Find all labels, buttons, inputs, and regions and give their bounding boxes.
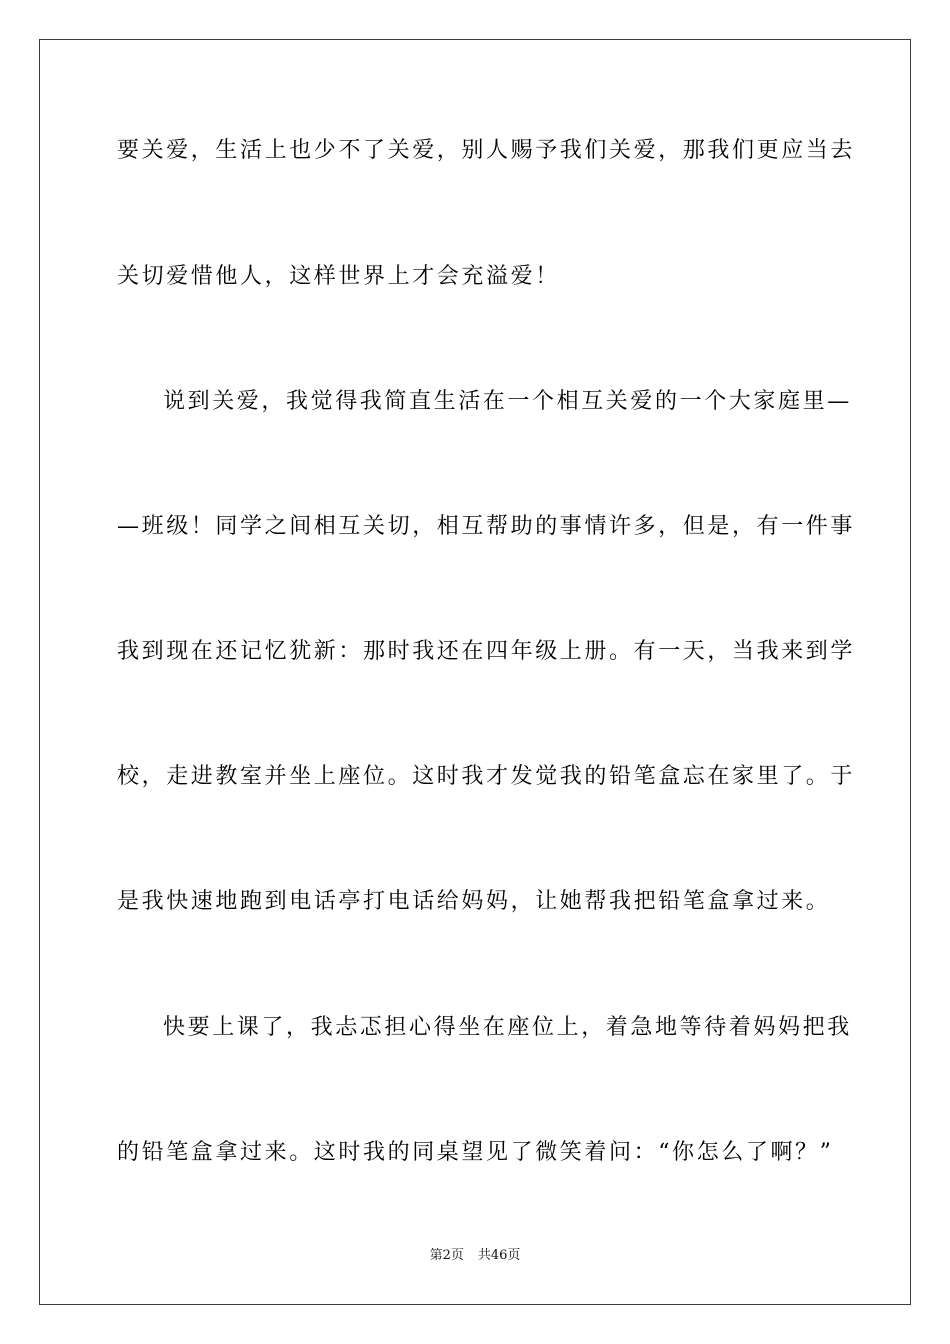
text-line: 是我快速地跑到电话亭打电话给妈妈，让她帮我把铅笔盒拿过来。 <box>117 889 831 914</box>
page-total: 共46页 <box>477 1248 521 1263</box>
page-number: 第2页 <box>429 1248 464 1263</box>
text-line: 要关爱，生活上也少不了关爱，别人赐予我们关爱，那我们更应当去 <box>117 138 856 163</box>
paragraph-start-line: 快要上课了，我忐忑担心得坐在座位上，着急地等待着妈妈把我 <box>163 1015 852 1040</box>
page-footer <box>0 1247 950 1265</box>
text-line: 校，走进教室并坐上座位。这时我才发觉我的铅笔盒忘在家里了。于 <box>117 764 856 789</box>
paragraph-start-line: 说到关爱，我觉得我简直生活在一个相互关爱的一个大家庭里— <box>163 389 852 414</box>
text-line: —班级！同学之间相互关切，相互帮助的事情许多，但是，有一件事 <box>117 514 856 539</box>
page-border <box>39 39 911 1305</box>
text-line: 关切爱惜他人，这样世界上才会充溢爱！ <box>117 264 560 289</box>
text-line: 的铅笔盒拿过来。这时我的同桌望见了微笑着问：“你怎么了啊？” <box>117 1140 834 1165</box>
text-line: 我到现在还记忆犹新：那时我还在四年级上册。有一天，当我来到学 <box>117 639 856 664</box>
